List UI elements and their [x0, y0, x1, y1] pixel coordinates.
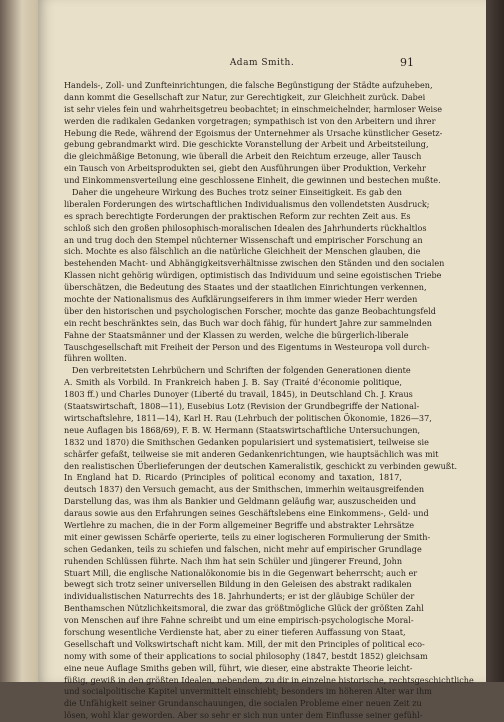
text-line: A. Smith als Vorbild. In Frankreich haben J. B. Say (Traité d'économie politique, [64, 377, 402, 388]
text-line: ruhenden Schlüssen führte. Nach ihm hat sein Schüler und jüngerer Freund, John [64, 555, 403, 566]
text-line: die gleichmäßige Betonung, wie überall die Arbeit den Reichtum erzeuge, aller Tausch [64, 151, 422, 162]
text-line: von Menschen auf ihre Fahne schreibt und um eine empirisch-psychologische Moral- [64, 615, 414, 626]
running-title: Adam Smith. [229, 58, 295, 68]
text-line: eine neue Auflage Smiths geben will, führt, wie dieser, eine abstrakte Theorie leicht- [64, 662, 413, 673]
text-line: daraus sowie aus den Erfahrungen seines Geschäftslebens eine Einkommens-, Geld- und [64, 508, 429, 519]
text-line: nomy with some of their applications to social philosophy (1847, bestdt 1852) gleichsam [64, 650, 428, 661]
text-line: bestehenden Macht- und Abhängigkeitsverhältnisse zwischen den Ständen und den socialen [64, 258, 445, 269]
body-text [64, 80, 474, 722]
text-line: Stuart Mill, die englische Nationalökonomie bis in die Gegenwart beherrscht; auch er [64, 567, 418, 578]
text-line: Tauschgesellschaft mit Freiheit der Person und des Eigentums in Westeuropa voll durch- [64, 341, 430, 352]
text-line: ein recht beschränktes sein, das Buch war doch fähig, für hundert Jahre zur sammelnden [64, 317, 432, 328]
text-line: über den historischen und psychologischen Forscher, mochte das ganze Beobachtungsfeld [64, 305, 436, 316]
text-line: den realistischen Überlieferungen der deutschen Kameralistik, geschickt zu verbinden gewußt. [64, 460, 458, 471]
text-line: füßig, gewiß in den größten Idealen, nebendem, zu dir in einzelne historische, rechtsgeschichtliche [64, 674, 474, 685]
text-line: 1803 ff.) und Charles Dunoyer (Liberté du travail, 1845), in Deutschland Ch. J. Kraus [64, 389, 413, 400]
text-line: und socialpolitische Kapitel unvermittelt einschiebt; besonders im höheren Alter war ihm [64, 686, 432, 697]
text-line: Gesellschaft und Volkswirtschaft nicht kam. Mill, der mit den Principles of political eco- [64, 638, 425, 649]
text-line: und Einkommensverteilung eine geschlossene Einheit, die gewinnen und bestechen mußte. [64, 175, 441, 186]
text-line: liberalen Forderungen des wirtschaftlichen Individualismus den vollendetsten Ausdruck; [64, 198, 430, 209]
text-line: deutsch 1837) den Versuch gemacht, aus der Smithschen, immerhin weitausgreifenden [64, 484, 425, 495]
text-line: schen Gedanken, teils zu schiefen und falschen, nicht mehr auf empirischer Grundlage [64, 543, 422, 554]
text-line: dann kommt die Gesellschaft zur Natur, zur Gerechtigkeit, zur Gleichheit zurück. Dabei [64, 91, 426, 102]
text-line: 1832 und 1870) die Smithschen Gedanken popularisiert und systematisiert, teilweise sie [64, 436, 429, 447]
text-line: forschung wesentliche Verdienste hat, aber zu einer tieferen Auffassung von Staat, [64, 626, 406, 637]
text-line: neue Auflagen bis 1868/69), F. B. W. Hermann (Staatswirtschaftliche Untersuchungen, [64, 424, 421, 435]
text-line: lösen, wohl klar geworden. Aber so sehr er sich nun unter dem Einflusse seiner gefühl- [64, 710, 423, 721]
text-line: Den verbreitetsten Lehrbüchern und Schriften der folgenden Generationen diente [72, 365, 411, 376]
text-line: schärfer gefaßt, teilweise sie mit anderen Gedankenrichtungen, wie hauptsächlich was mit [64, 448, 439, 459]
text-line: (Staatswirtschaft, 1808—11), Eusebius Lotz (Revision der Grundbegriffe der National- [64, 401, 420, 412]
text-line: es sprach berechtigte Forderungen der praktischen Reform zur rechten Zeit aus. Es [64, 210, 411, 221]
running-head [38, 58, 486, 72]
text-line: bewegt sich trotz seiner universellen Bildung in den Geleisen des abstrakt radikalen [64, 579, 412, 590]
text-line: schloß sich den großen philosophisch-moralischen Idealen des Jahrhunderts rückhaltlos [64, 222, 427, 233]
text-line: Daher die ungeheure Wirkung des Buches trotz seiner Einseitigkeit. Es gab den [72, 187, 402, 198]
text-line: Darstellung das, was ihm als Bankier und Geldmann geläufig war, auszuscheiden und [64, 496, 417, 507]
text-line: ist sehr vieles fein und wahrheitsgetreu beobachtet; in einschmeichelnder, harmloser Weise [64, 103, 443, 114]
text-line: mit einer gewissen Schärfe operierte, teils zu einer logischeren Formulierung der Smith- [64, 531, 431, 542]
text-line: werden die radikalen Gedanken vorgetragen; sympathisch ist von den Arbeitern und ihrer [64, 115, 436, 126]
text-line: wirtschaftslehre, 1811—14), Karl H. Rau (Lehrbuch der politischen Ökonomie, 1826—37, [64, 412, 432, 423]
book-gutter [0, 0, 40, 682]
text-line: Fahne der Staatsmänner und der Klassen zu werden, welche die bürgerlich-liberale [64, 329, 409, 340]
page-number: 91 [400, 56, 414, 69]
text-line: Handels-, Zoll- und Zunfteinrichtungen, die falsche Begünstigung der Städte aufzuheben, [64, 80, 433, 90]
text-line: Hebung die Rede, während der Egoismus der Unternehmer als Ursache künstlicher Gesetz- [64, 127, 443, 138]
text-line: die Unfähigkeit seiner Grundanschauungen, die socialen Probleme einer neuen Zeit zu [64, 698, 422, 709]
text-line: an und trug doch den Stempel nüchterner Wissenschaft und empirischer Forschung an [64, 234, 423, 245]
text-line: individualistischen Naturrechts des 18. Jahrhunderts; er ist der gläubige Schüler der [64, 591, 415, 602]
text-line: sich. Mochte es also fälschlich an die natürliche Gleichheit der Menschen glauben, die [64, 246, 421, 257]
text-line: In England hat D. Ricardo (Principles of political economy and taxation, 1817, [64, 472, 402, 483]
page-edge-shadow [486, 0, 504, 682]
text-line: Klassen nicht gehörig würdigen, optimistisch das Individuum und seine egoistischen Triebe [64, 270, 442, 281]
text-line: mochte der Nationalismus des Aufklärungseiferers in ihm immer wieder Herr werden [64, 294, 418, 305]
text-line: Wertlehre zu machen, die in der Form allgemeiner Begriffe und abstrakter Lehrsätze [64, 519, 415, 530]
text-line: gebung gebrandmarkt wird. Die geschickte Voranstellung der Arbeit und Arbeitsteilung, [64, 139, 429, 150]
text-line: überschätzen, die Bedeutung des Staates und der staatlichen Einrichtungen verkennen, [64, 282, 427, 293]
text-line: führen wollten. [64, 353, 127, 364]
text-line: Benthamschen Nützlichkeitsmoral, die zwar das größtmögliche Glück der größten Zahl [64, 603, 424, 614]
text-line: ein Tausch von Arbeitsprodukten sei, giebt den Ausführungen über Produktion, Verkehr [64, 163, 426, 174]
